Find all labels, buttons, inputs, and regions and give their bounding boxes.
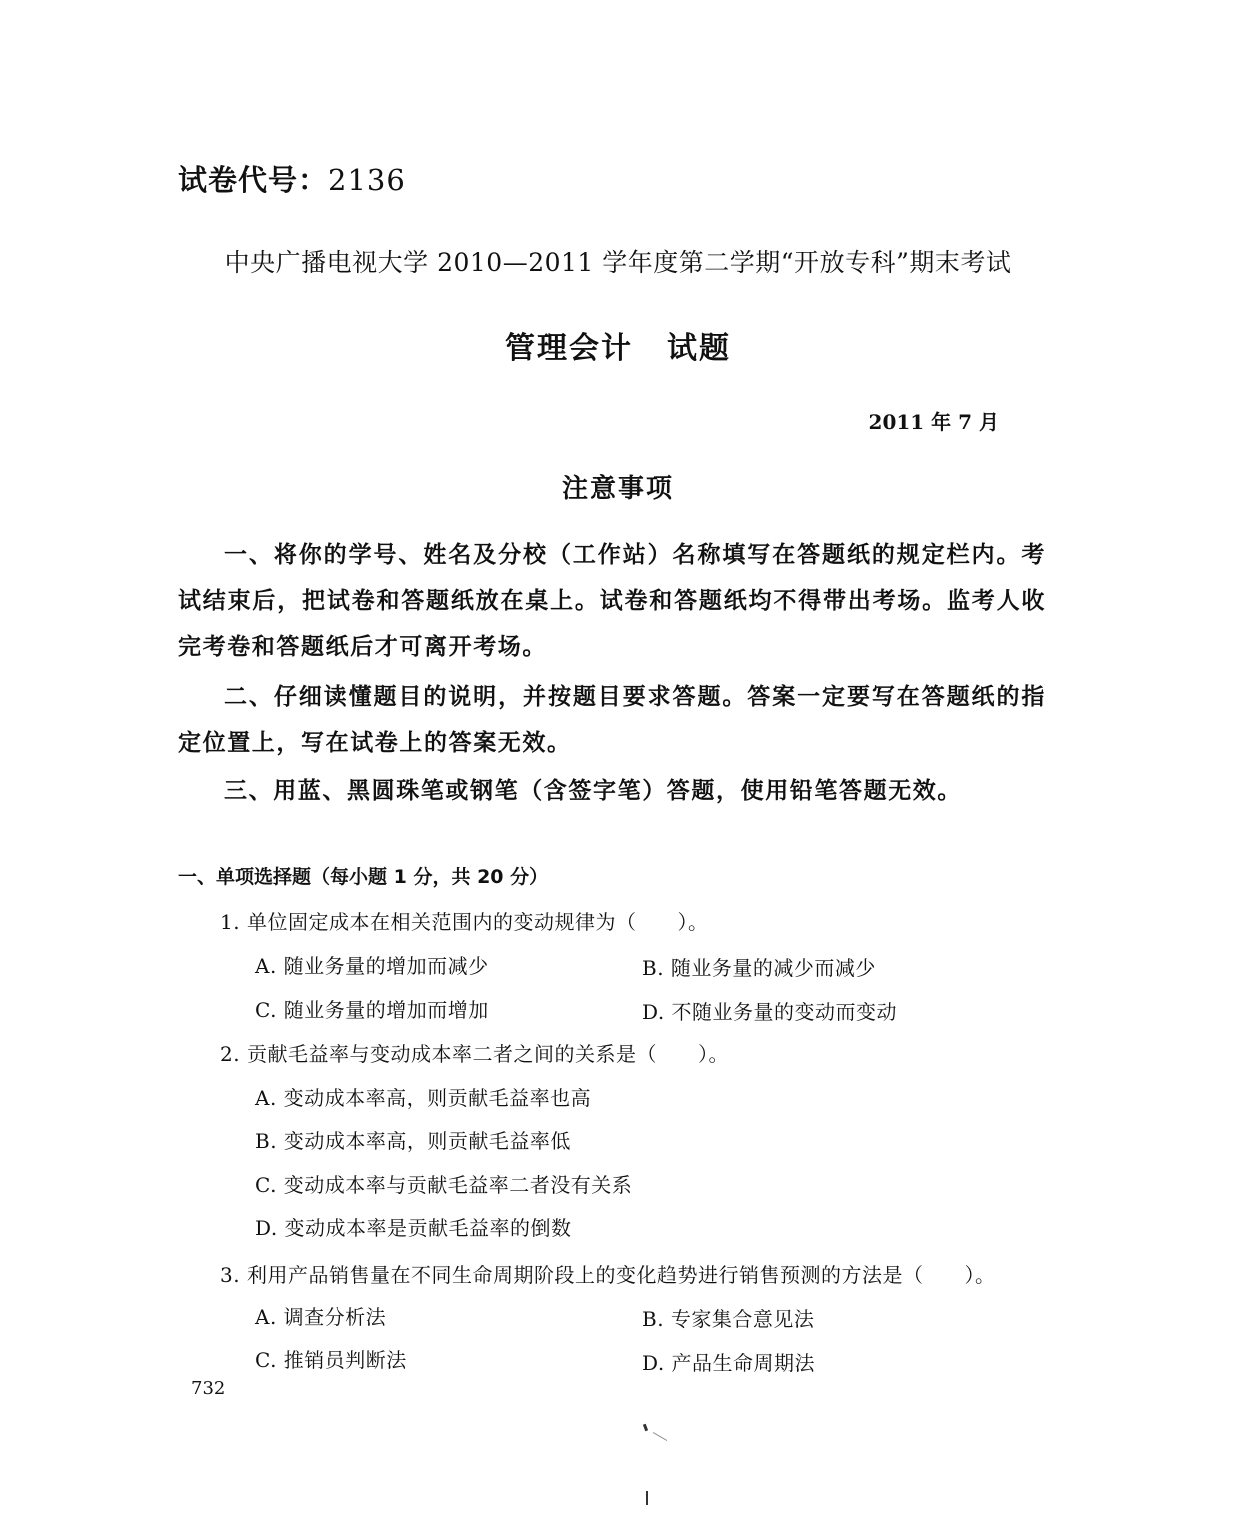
notice-item-1: 一、将你的学号、姓名及分校（工作站）名称填写在答题纸的规定栏内。考试结束后，把试卷和答题纸放在桌上。试卷和答题纸均不得带出考场。监考人收完考卷和答题纸后才可离开考场。 <box>178 542 1046 660</box>
notice-item-3: 三、用蓝、黑圆珠笔或钢笔（含签字笔）答题，使用铅笔答题无效。 <box>224 778 962 804</box>
question-2-option-b: B. 变动成本率高，则贡献毛益率低 <box>255 1129 571 1153</box>
question-2-option-d: D. 变动成本率是贡献毛益率的倒数 <box>255 1216 572 1240</box>
question-3-option-a: A. 调查分析法 <box>255 1305 387 1329</box>
question-2-option-a: A. 变动成本率高，则贡献毛益率也高 <box>255 1086 592 1110</box>
section-title: 一、单项选择题（每小题 1 分，共 20 分） <box>178 866 549 888</box>
question-1-option-c: C. 随业务量的增加而增加 <box>255 998 489 1022</box>
exam-heading: 中央广播电视大学 2010—2011 学年度第二学期“开放专科”期末考试 <box>224 248 1012 277</box>
question-1-option-b: B. 随业务量的减少而减少 <box>642 956 876 980</box>
notice-title: 注意事项 <box>561 474 674 504</box>
exam-subject <box>0 323 1236 367</box>
subject-suffix: 试题 <box>667 331 731 366</box>
scan-speck <box>643 1424 648 1432</box>
question-2-stem: 2. 贡献毛益率与变动成本率二者之间的关系是（ ）。 <box>220 1042 729 1066</box>
exam-code-number: 2136 <box>328 163 406 197</box>
question-3-option-b: B. 专家集合意见法 <box>642 1307 815 1331</box>
exam-code-label: 试卷代号： <box>178 163 329 197</box>
exam-code <box>178 158 406 199</box>
question-1-stem: 1. 单位固定成本在相关范围内的变动规律为（ ）。 <box>220 910 709 934</box>
notice-item-2: 二、仔细读懂题目的说明，并按题目要求答题。答案一定要写在答题纸的指定位置上，写在试卷上的答案无效。 <box>178 684 1046 756</box>
scan-speck <box>646 1491 648 1505</box>
question-2-option-c: C. 变动成本率与贡献毛益率二者没有关系 <box>255 1173 633 1197</box>
question-1-option-d: D. 不随业务量的变动而变动 <box>642 1000 898 1024</box>
question-3-stem: 3. 利用产品销售量在不同生命周期阶段上的变化趋势进行销售预测的方法是（ ）。 <box>220 1263 996 1287</box>
question-3-option-d: D. 产品生命周期法 <box>642 1351 816 1375</box>
scan-speck <box>653 1432 667 1441</box>
question-1-option-a: A. 随业务量的增加而减少 <box>255 954 489 978</box>
page-number: 732 <box>191 1378 226 1399</box>
subject-name: 管理会计 <box>505 331 633 366</box>
question-3-option-c: C. 推销员判断法 <box>255 1348 407 1372</box>
exam-date: 2011 年 7 月 <box>868 410 999 434</box>
